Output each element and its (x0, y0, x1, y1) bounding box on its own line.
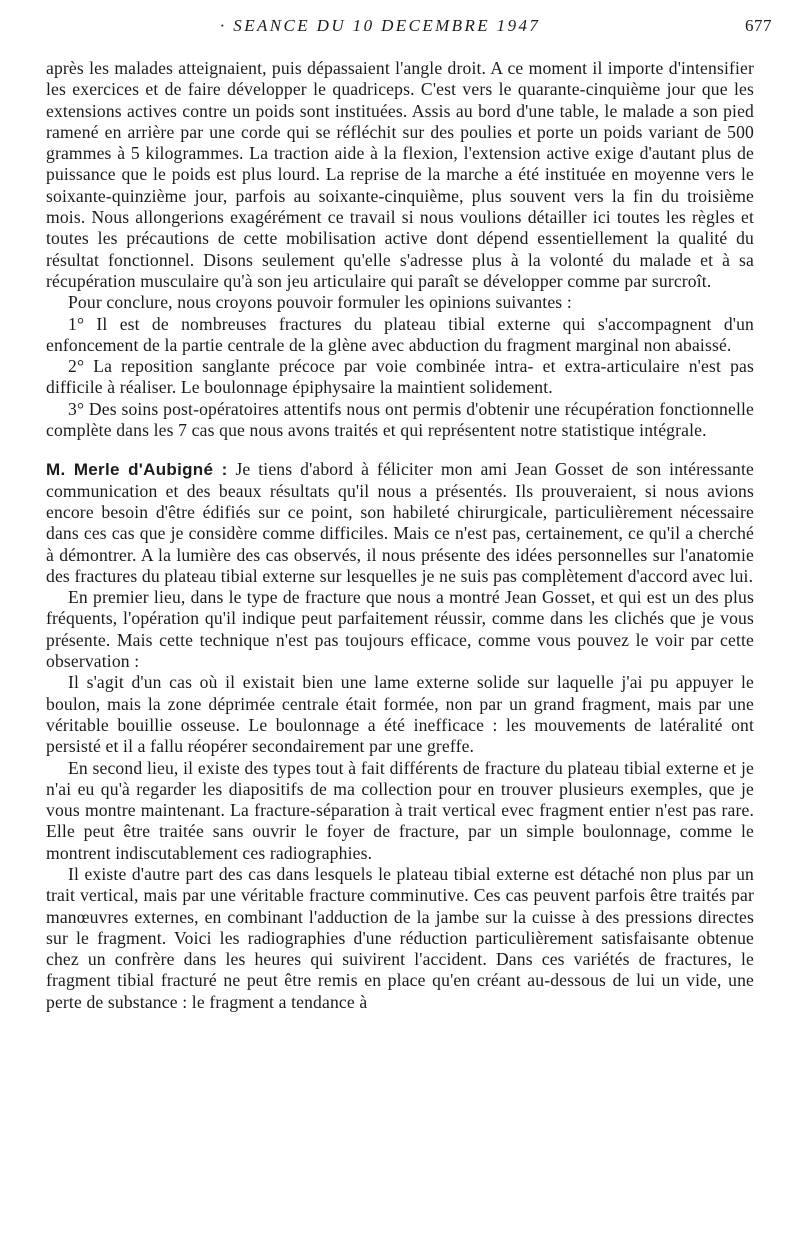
running-head-title: · SEANCE DU 10 DECEMBRE 1947 (220, 16, 541, 35)
section-gap (46, 441, 754, 459)
discussion-paragraph-2: Il s'agit d'un cas où il existait bien une lame externe solide sur laquelle j'ai pu appuyer le boulon, mais la zone déprimée centrale était formée, non par un grand fragment, mais par une véritable bouillie osseuse. Le boulonnage a été inefficace : les mouvements de latéralité ont persisté et il a fallu réopérer secondairement par une greffe. (46, 672, 754, 757)
discussion-paragraph-3: En second lieu, il existe des types tout à fait différents de fracture du plateau tibial externe et je n'ai eu qu'à regarder les diapositifs de ma collection pour en trouver plusieurs exemples, que je vous montre maintenant. La fracture-séparation à trait vertical evec fragment entier n'est pas rare. Elle peut être traitée sans ouvrir le foyer de fracture, par un simple boulonnage, comme le montrent indiscutablement ces radiographies. (46, 757, 754, 863)
discussion-paragraph-4: Il existe d'autre part des cas dans lesquels le plateau tibial externe est détaché non plus par un trait vertical, mais par une véritable fracture comminutive. Ces cas peuvent parfois être traités par manœuvres externes, en combinant l'adduction de la jambe sur la cuisse à des pressions directes sur le fragment. Voici les radiographies d'une réduction particulièrement satisfaisante obtenue chez un confrère dans les heures qui suivirent l'accident. Dans ces variétés de fractures, le fragment tibial fracturé ne peut être remis en place qu'en créant au-dessous de lui un vide, une perte de substance : le fragment a tendance à (46, 863, 754, 1012)
discussion-opening (46, 459, 754, 587)
paragraph-conclusion-intro: Pour conclure, nous croyons pouvoir formuler les opinions suivantes : (68, 292, 572, 313)
running-head (220, 16, 772, 42)
paragraph-conclusion-2: 2° La reposition sanglante précoce par voie combinée intra- et extra-articulaire n'est pas difficile à réaliser. Le boulonnage épiphysaire la maintient solidement. (46, 356, 754, 398)
paragraph-conclusion-1: 1° Il est de nombreuses fractures du plateau tibial externe qui s'accompagnent d'un enfoncement de la partie centrale de la glène avec abduction du fragment marginal non abaissé. (46, 313, 754, 355)
article-body (46, 58, 754, 1013)
discussion-opening-text: Je tiens d'abord à féliciter mon ami Jean Gosset de son intéressante communication et des beaux résultats qu'il nous a présentés. Ils prouveraient, si nous avions encore besoin d'être édifiés sur ce point, son habileté chirurgicale, particulièrement nécessaire dans ces cas que je considère comme difficiles. Mais ce n'est pas, certainement, ce qu'il a cherché à démontrer. A la lumière des cas observés, il nous présente des idées personnelles sur l'anatomie des fractures du plateau tibial externe sur lesquelles je ne suis pas complètement d'accord avec lui. (46, 459, 754, 586)
speaker-name: M. Merle d'Aubigné : (46, 460, 228, 480)
discussion-paragraph-1: En premier lieu, dans le type de fracture que nous a montré Jean Gosset, et qui est un des plus fréquents, l'opération qu'il indique peut parfaitement réussir, comme dans les clichés que je vous présente. Mais cette technique n'est pas toujours efficace, comme vous pouvez le voir par cette observation : (46, 587, 754, 672)
paragraph-conclusion-3: 3° Des soins post-opératoires attentifs nous ont permis d'obtenir une récupération fonctionnelle complète dans les 7 cas que nous avons traités et qui représentent notre statistique intégrale. (46, 398, 754, 441)
paragraph-continuation: après les malades atteignaient, puis dépassaient l'angle droit. A ce moment il importe d'intensifier les exercices et de faire développer le quadriceps. C'est vers le quarante-cinquième jour que les extensions actives contre un poids sont instituées. Assis au bord d'une table, le malade a son pied ramené en arrière par une corde qui se réfléchit sur des poulies et porte un poids variant de 500 grammes à 5 kilogrammes. La traction aide à la flexion, l'extension active exige d'autant plus de puissance que le poids est plus lourd. La reprise de la marche a été instituée en moyenne vers le soixante-quinzième jour, parfois au soixante-cinquième, plus souvent vers la fin du troisième mois. Nous allongerions exagérément ce travail si nous voulions détailler ici toutes les règles et toutes les précautions de cette mobilisation active dont dépend essentiellement la qualité du résultat fonctionnel. Disons seulement qu'elle s'adresse plus à la volonté du malade et à sa récupération musculaire qu'à son jeu articulaire qui paraît se développer comme par surcroît. (46, 58, 754, 291)
page-number: 677 (745, 16, 772, 35)
